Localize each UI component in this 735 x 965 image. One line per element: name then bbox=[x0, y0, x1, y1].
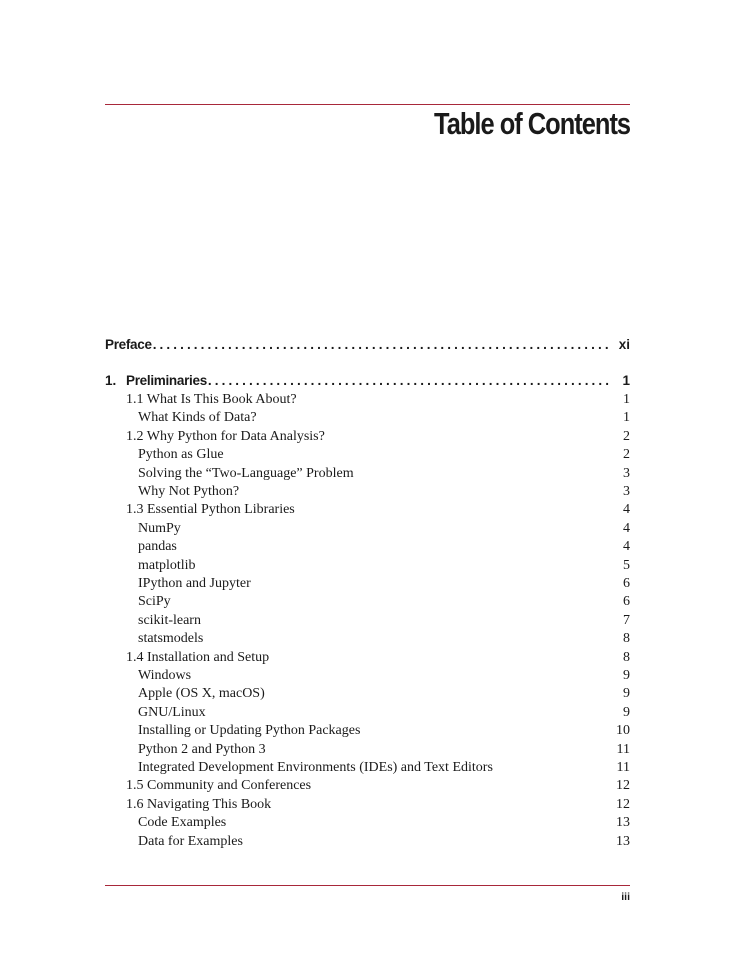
toc-subsection-entry[interactable] bbox=[105, 539, 630, 558]
entry-page: 8 bbox=[623, 649, 630, 665]
entry-page: 3 bbox=[623, 484, 630, 499]
toc-subsection-entry[interactable] bbox=[105, 521, 630, 540]
dot-leader bbox=[208, 373, 612, 388]
entry-page: 7 bbox=[623, 612, 630, 628]
entry-label: Installing or Updating Python Packages bbox=[138, 723, 361, 739]
entry-label: 1.6 Navigating This Book bbox=[126, 796, 272, 812]
entry-label: Python 2 and Python 3 bbox=[138, 741, 266, 757]
toc-subsection-entry[interactable] bbox=[105, 705, 630, 724]
entry-page: 11 bbox=[616, 760, 630, 775]
entry-page: 10 bbox=[616, 723, 630, 739]
entry-label: 1.5 Community and Conferences bbox=[126, 778, 312, 794]
toc-subsection-entry[interactable] bbox=[105, 760, 630, 779]
entry-label: SciPy bbox=[138, 594, 171, 610]
toc-subsection-entry[interactable] bbox=[105, 631, 630, 650]
toc-subsection-entry[interactable] bbox=[105, 447, 630, 466]
chapter-label: Preliminaries bbox=[126, 373, 207, 388]
entry-label: Code Examples bbox=[138, 815, 227, 831]
chapter-number: 1. bbox=[105, 373, 117, 388]
entry-label: 1.1 What Is This Book About? bbox=[126, 392, 297, 407]
entry-page: 4 bbox=[623, 502, 630, 518]
toc-subsection-entry[interactable] bbox=[105, 668, 630, 687]
entry-page: 2 bbox=[623, 428, 630, 444]
entry-label: NumPy bbox=[138, 520, 181, 536]
entry-page: 13 bbox=[616, 833, 630, 849]
page-title: Table of Contents bbox=[433, 106, 630, 141]
toc-section-entry[interactable] bbox=[105, 797, 630, 816]
preface-label: Preface bbox=[105, 337, 152, 352]
toc-subsection-entry[interactable] bbox=[105, 558, 630, 577]
entry-page: 6 bbox=[623, 576, 630, 591]
entry-page: 1 bbox=[623, 410, 630, 426]
dot-leader bbox=[153, 337, 612, 352]
entry-label: IPython and Jupyter bbox=[138, 576, 251, 591]
preface-page: xi bbox=[618, 337, 630, 352]
entry-label: Windows bbox=[138, 668, 192, 683]
toc-section-entry[interactable] bbox=[105, 429, 630, 448]
toc-preface-entry[interactable] bbox=[105, 337, 630, 356]
toc-subsection-entry[interactable] bbox=[105, 742, 630, 761]
entry-page: 12 bbox=[616, 778, 630, 794]
toc-subsection-entry[interactable] bbox=[105, 686, 630, 705]
entry-label: 1.4 Installation and Setup bbox=[126, 649, 270, 665]
entry-label: Integrated Development Environments (IDEs) and Text Editors bbox=[138, 760, 493, 775]
toc-section-entry[interactable] bbox=[105, 778, 630, 797]
entry-label: What Kinds of Data? bbox=[138, 410, 257, 426]
entry-page: 11 bbox=[616, 741, 630, 757]
toc-section-entry[interactable] bbox=[105, 502, 630, 521]
entry-page: 1 bbox=[623, 392, 630, 407]
top-rule bbox=[105, 104, 630, 105]
entry-label: Why Not Python? bbox=[138, 484, 240, 499]
toc-subsection-entry[interactable] bbox=[105, 834, 630, 853]
toc-section-entry[interactable] bbox=[105, 392, 630, 411]
entry-page: 6 bbox=[623, 594, 630, 610]
entry-page: 13 bbox=[616, 815, 630, 831]
entry-label: Apple (OS X, macOS) bbox=[138, 686, 265, 702]
entry-label: 1.3 Essential Python Libraries bbox=[126, 502, 295, 518]
toc-subsection-entry[interactable] bbox=[105, 594, 630, 613]
entry-page: 2 bbox=[623, 447, 630, 463]
toc-section-entry[interactable] bbox=[105, 650, 630, 669]
entry-page: 9 bbox=[623, 704, 630, 720]
page-number: iii bbox=[621, 891, 630, 903]
toc-subsection-entry[interactable] bbox=[105, 613, 630, 632]
entry-page: 8 bbox=[623, 631, 630, 647]
bottom-rule bbox=[105, 885, 630, 886]
entry-page: 12 bbox=[616, 796, 630, 812]
entry-label: Python as Glue bbox=[138, 447, 224, 463]
toc-chapter-entry[interactable] bbox=[105, 373, 630, 392]
chapter-page: 1 bbox=[622, 373, 630, 388]
toc-subsection-entry[interactable] bbox=[105, 723, 630, 742]
entry-label: Data for Examples bbox=[138, 833, 243, 849]
toc-subsection-entry[interactable] bbox=[105, 466, 630, 485]
entry-label: scikit-learn bbox=[138, 612, 201, 628]
toc-subsection-entry[interactable] bbox=[105, 815, 630, 834]
entry-label: matplotlib bbox=[138, 557, 196, 573]
entry-page: 9 bbox=[623, 686, 630, 702]
entry-page: 4 bbox=[623, 539, 630, 555]
entry-page: 4 bbox=[623, 520, 630, 536]
toc-subsection-entry[interactable] bbox=[105, 576, 630, 595]
entry-page: 9 bbox=[623, 668, 630, 683]
toc-subsection-entry[interactable] bbox=[105, 484, 630, 503]
entry-page: 5 bbox=[623, 557, 630, 573]
entry-label: pandas bbox=[138, 539, 177, 555]
entry-page: 3 bbox=[623, 465, 630, 481]
toc-subsection-entry[interactable] bbox=[105, 410, 630, 429]
entry-label: Solving the “Two-Language” Problem bbox=[138, 465, 354, 481]
entry-label: GNU/Linux bbox=[138, 704, 206, 720]
entry-label: statsmodels bbox=[138, 631, 204, 647]
entry-label: 1.2 Why Python for Data Analysis? bbox=[126, 428, 325, 444]
